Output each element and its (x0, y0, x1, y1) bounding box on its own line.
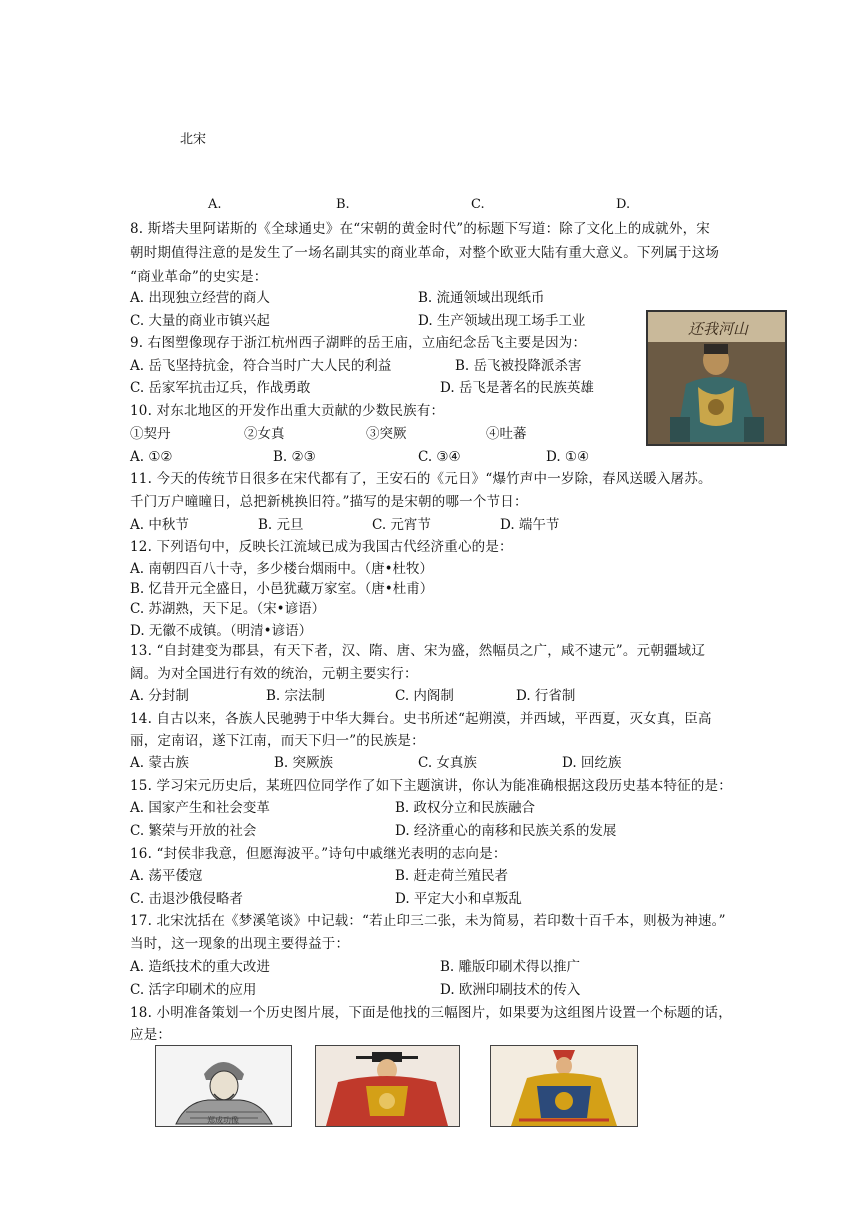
q8-option-a: A. 出现独立经营的商人 (130, 290, 270, 306)
q17-option-c: C. 活字印刷术的应用 (130, 982, 257, 998)
emperor-robe-portrait-image (490, 1045, 638, 1127)
q15-option-d: D. 经济重心的南移和民族关系的发展 (395, 823, 617, 839)
q17-line-1: 17. 北宋沈括在《梦溪笔谈》中记载：“若止印三二张，未为简易，若印数十百千本，则极为神速。” (130, 913, 726, 929)
q10-option-a: A. ①② (130, 449, 173, 465)
official-robe-illustration (316, 1046, 459, 1126)
zheng-chenggong-sketch (156, 1046, 291, 1126)
q8-line-3: “商业革命”的史实是： (130, 269, 268, 285)
emperor-robe-illustration (491, 1046, 637, 1126)
q12-stem: 12. 下列语句中，反映长江流域已成为我国古代经济重心的是： (130, 539, 513, 555)
q11-line-1: 11. 今天的传统节日很多在宋代都有了，王安石的《元日》“爆竹声中一岁除，春风送暖入屠苏。 (130, 471, 712, 487)
q8-option-c: C. 大量的商业市镇兴起 (130, 313, 270, 329)
q10-item-1: ①契丹 (130, 426, 171, 442)
q13-line-2: 阔。为对全国进行有效的统治，元朝主要实行： (130, 666, 418, 682)
q8-option-b: B. 流通领域出现纸币 (418, 290, 545, 306)
official-robe-portrait-image (315, 1045, 460, 1127)
q16-option-d: D. 平定大小和卓叛乱 (395, 891, 522, 907)
q13-option-d: D. 行省制 (516, 688, 576, 704)
q10-item-4: ④吐蕃 (486, 426, 527, 442)
q16-option-b: B. 赶走荷兰殖民者 (395, 868, 509, 884)
choice-d-label: D. (616, 197, 631, 212)
q10-option-d: D. ①④ (546, 449, 590, 465)
q15-stem: 15. 学习宋元历史后，某班四位同学作了如下主题演讲，你认为能准确根据这段历史基本特征的是： (130, 778, 732, 794)
q16-stem: 16. “封侯非我意，但愿海波平。”诗句中戚继光表明的志向是： (130, 846, 507, 862)
q17-option-b: B. 雕版印刷术得以推广 (440, 959, 581, 975)
q11-option-c: C. 元宵节 (372, 517, 431, 533)
q9-option-a: A. 岳飞坚持抗金，符合当时广大人民的利益 (130, 358, 392, 374)
q14-line-1: 14. 自古以来，各族人民驰骋于中华大舞台。史书所述“起朔漠，并西域，平西夏，灭女真，臣高 (130, 711, 712, 727)
q10-option-b: B. ②③ (273, 449, 316, 465)
q17-option-a: A. 造纸技术的重大改进 (130, 959, 270, 975)
q13-option-a: A. 分封制 (130, 688, 189, 704)
q15-option-b: B. 政权分立和民族融合 (395, 800, 536, 816)
q17-line-2: 当时，这一现象的出现主要得益于： (130, 936, 350, 952)
q10-item-2: ②女真 (244, 426, 285, 442)
q12-option-b: B. 忆昔开元全盛日，小邑犹藏万家室。（唐•杜甫） (130, 581, 434, 597)
q17-option-d: D. 欧洲印刷技术的传入 (440, 982, 581, 998)
q14-option-a: A. 蒙古族 (130, 755, 189, 771)
q16-option-a: A. 荡平倭寇 (130, 868, 203, 884)
q14-option-b: B. 突厥族 (274, 755, 334, 771)
q18-line-1: 18. 小明准备策划一个历史图片展，下面是他找的三幅图片，如果要为这组图片设置一个标题的话， (130, 1005, 732, 1021)
q15-option-c: C. 繁荣与开放的社会 (130, 823, 257, 839)
q11-line-2: 千门万户曈曈日，总把新桃换旧符。”描写的是宋朝的哪一个节日： (130, 494, 528, 510)
q14-option-d: D. 回纥族 (562, 755, 622, 771)
q9-option-c: C. 岳家军抗击辽兵，作战勇敢 (130, 380, 311, 396)
choice-c-label: C. (471, 197, 485, 212)
q11-option-b: B. 元旦 (258, 517, 304, 533)
q12-option-a: A. 南朝四百八十寺，多少楼台烟雨中。（唐•杜牧） (130, 561, 434, 577)
q11-option-a: A. 中秋节 (130, 517, 189, 533)
q8-line-2: 朝时期值得注意的是发生了一场名副其实的商业革命，对整个欧亚大陆有重大意义。下列属于这场 (130, 245, 720, 261)
q10-option-c: C. ③④ (418, 449, 461, 465)
yue-fei-statue-illustration (648, 312, 785, 444)
choice-a-label: A. (208, 197, 222, 212)
q12-option-d: D. 无徽不成镇。（明清•谚语） (130, 623, 313, 639)
q11-option-d: D. 端午节 (500, 517, 560, 533)
plaque-inscription: 还我河山 (687, 320, 749, 338)
q9-option-b: B. 岳飞被投降派杀害 (455, 358, 582, 374)
q9-option-d: D. 岳飞是著名的民族英雄 (440, 380, 594, 396)
q14-line-2: 丽，定南诏，遂下江南，而天下归一”的民族是： (130, 733, 425, 749)
q13-option-b: B. 宗法制 (266, 688, 326, 704)
choice-b-label: B. (336, 197, 350, 212)
q12-option-c: C. 苏湖熟，天下足。（宋•谚语） (130, 601, 326, 617)
q8-option-d: D. 生产领域出现工场手工业 (418, 313, 586, 329)
q15-option-a: A. 国家产生和社会变革 (130, 800, 270, 816)
q9-stem: 9. 右图塑像现存于浙江杭州西子湖畔的岳王庙，立庙纪念岳飞主要是因为： (130, 335, 587, 351)
header-word: 北宋 (180, 132, 207, 147)
q8-line-1: 8. 斯塔夫里阿诺斯的《全球通史》在“宋朝的黄金时代”的标题下写道：除了文化上的成就外，宋 (130, 221, 710, 237)
zheng-chenggong-portrait-image (155, 1045, 292, 1127)
q16-option-c: C. 击退沙俄侵略者 (130, 891, 243, 907)
thumb-caption: 郑成功像 (207, 1116, 239, 1125)
yue-fei-statue-image (646, 310, 787, 446)
q10-item-3: ③突厥 (366, 426, 407, 442)
q18-line-2: 应是： (130, 1027, 172, 1043)
q10-stem: 10. 对东北地区的开发作出重大贡献的少数民族有： (130, 403, 445, 419)
q13-option-c: C. 内阁制 (395, 688, 454, 704)
q14-option-c: C. 女真族 (418, 755, 477, 771)
q13-line-1: 13. “自封建变为郡县，有天下者，汉、隋、唐、宋为盛，然幅员之广，咸不逮元”。元朝疆域辽 (130, 643, 706, 659)
